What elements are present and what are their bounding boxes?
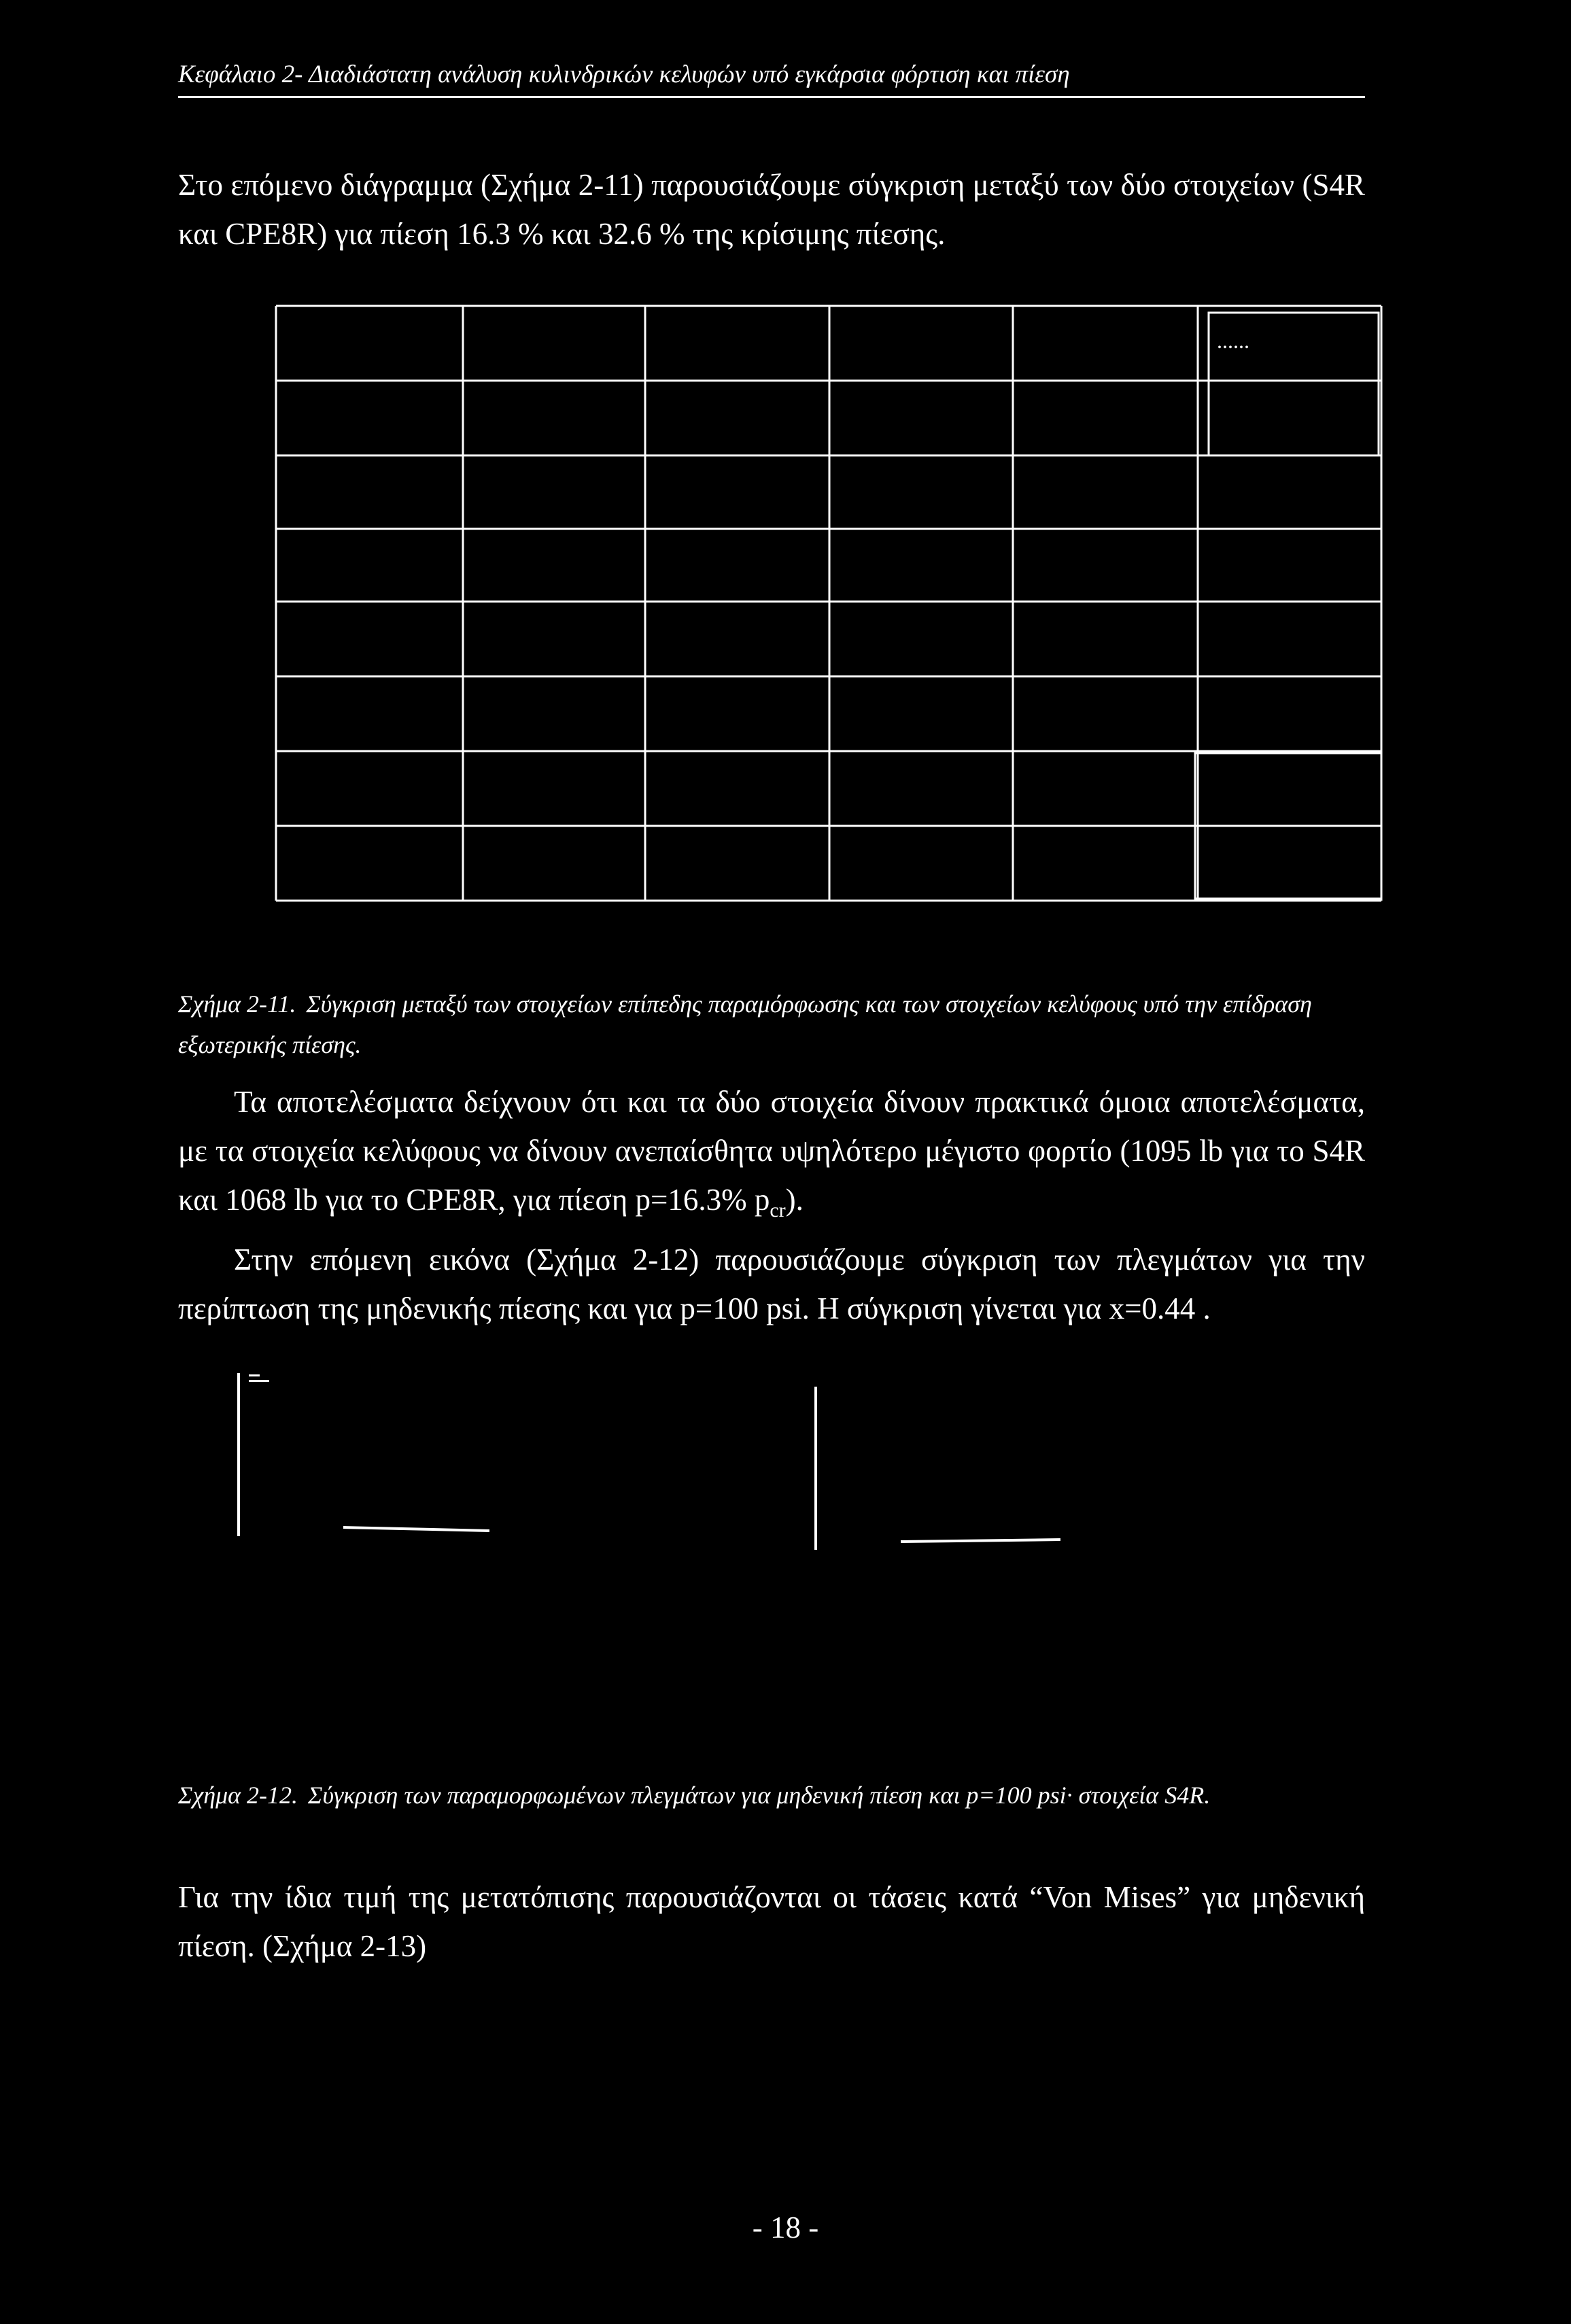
figure-2-11-label: Σχήμα 2-11. <box>178 990 296 1018</box>
figure-2-12-caption <box>178 1775 1365 1816</box>
intro-paragraph <box>178 160 1365 258</box>
right-mesh-bottom <box>901 1540 1060 1542</box>
results-text-1 <box>178 1077 1365 1235</box>
figure-2-12-label: Σχήμα 2-12. <box>178 1782 298 1809</box>
results-paragraph <box>178 1077 1365 1333</box>
results-text-2: Στην επόμενη εικόνα (Σχήμα 2-12) παρουσιάζουμε σύγκριση των πλεγμάτων για την περίπτωση της μηδενικής πίεσης και για p=100 psi. Η σύγκριση γίνεται για x=0.44 . <box>178 1243 1365 1325</box>
left-mesh-bottom <box>343 1527 489 1531</box>
header-rule <box>178 96 1365 98</box>
closing-paragraph <box>178 1873 1365 1971</box>
figure-2-11-chart <box>272 299 1387 904</box>
intro-text: Στο επόμενο διάγραμμα (Σχήμα 2-11) παρουσιάζουμε σύγκριση μεταξύ των δύο στοιχείων (S4R και CPE8R) για πίεση 16.3 % και 32.6 % της κρίσιμης πίεσης. <box>178 168 1365 251</box>
running-header: Κεφάλαιο 2- Διαδιάστατη ανάλυση κυλινδρικών κελυφών υπό εγκάρσια φόρτιση και πίεση <box>178 60 1070 88</box>
figure-2-12-meshes <box>231 1366 1115 1570</box>
figure-2-11-caption <box>178 984 1365 1065</box>
results-line-1: Τα αποτελέσματα δείχνουν ότι και τα δύο στοιχεία δίνουν πρακτικά όμοια αποτελέσματα, με τα στοιχεία κελύφους να δίνουν ανεπαίσθητα υψηλότερο μέγιστο φορτίο (1095 lb για το S4R και 1068 lb για το CPE8R, για πίεση p=16.3% p <box>178 1085 1365 1217</box>
legend-label: ...... <box>1217 328 1249 353</box>
pcr-subscript: cr <box>770 1199 786 1221</box>
page-number: - 18 - <box>752 2210 819 2244</box>
figure-2-11-caption-text: Σύγκριση μεταξύ των στοιχείων επίπεδης παραμόρφωσης και των στοιχείων κελύφους υπό την επίδραση εξωτερικής πίεσης. <box>178 990 1312 1058</box>
closing-text: Για την ίδια τιμή της μετατόπισης παρουσιάζονται οι τάσεις κατά “Von Mises” για μηδενική πίεση. (Σχήμα 2-13) <box>178 1880 1365 1963</box>
figure-2-12-caption-text: Σύγκριση των παραμορφωμένων πλεγμάτων για μηδενική πίεση και p=100 psi· στοιχεία S4R. <box>308 1782 1211 1809</box>
results-line-1-end: ). <box>785 1183 804 1217</box>
